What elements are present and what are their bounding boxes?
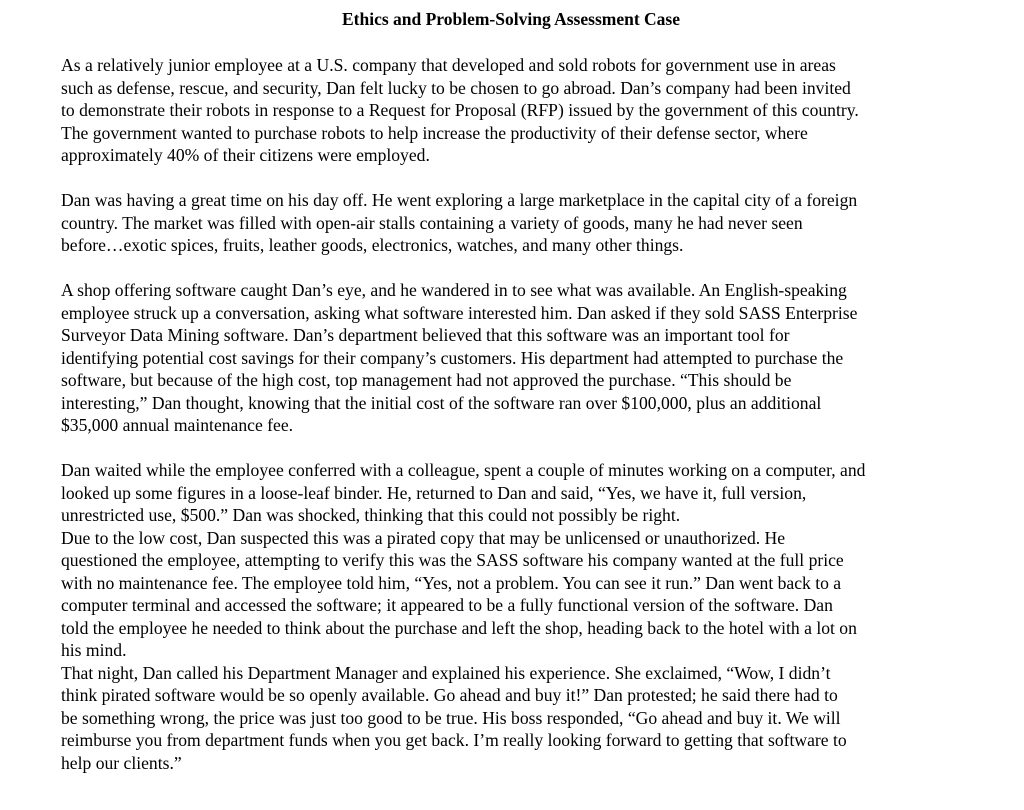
text-line: approximately 40% of their citizens were employed.: [61, 145, 430, 165]
text-line: Dan was having a great time on his day off. He went exploring a large marketplace in the capital city of a foreign: [61, 190, 858, 210]
text-line: his mind.: [61, 640, 127, 660]
text-line: identifying potential cost savings for their company’s customers. His department had attempted to purchase the: [61, 347, 844, 368]
text-line: Surveyor Data Mining software. Dan’s department believed that this software was an important tool for: [61, 325, 790, 345]
text-line: $35,000 annual maintenance fee.: [61, 415, 294, 435]
text-line: be something wrong, the price was just too good to be true. His boss responded, “Go ahead and buy it. We will: [61, 707, 841, 728]
text-line: A shop offering software caught Dan’s eye, and he wandered in to see what was available. An English-speaking: [61, 280, 847, 300]
text-line: with no maintenance fee. The employee told him, “Yes, not a problem. You can see it run.” Dan went back to a: [61, 572, 842, 593]
text-line: before…exotic spices, fruits, leather goods, electronics, watches, and many other things.: [61, 235, 684, 255]
text-line: That night, Dan called his Department Manager and explained his experience. She exclaimed, “Wow, I didn’t: [61, 662, 831, 683]
text-line: computer terminal and accessed the software; it appeared to be a fully functional version of the software. Dan: [61, 595, 833, 615]
text-line: looked up some figures in a loose-leaf binder. He, returned to Dan and said, “Yes, we have it, full version,: [61, 482, 807, 503]
text-line: As a relatively junior employee at a U.S. company that developed and sold robots for government use in areas: [61, 55, 836, 75]
paragraph-software-shop: [61, 279, 961, 437]
text-line: Dan waited while the employee conferred with a colleague, spent a couple of minutes working on a computer, and: [61, 460, 866, 480]
text-line: The government wanted to purchase robots to help increase the productivity of their defense sector, where: [61, 122, 808, 143]
text-line: country. The market was filled with open-air stalls containing a variety of goods, many he had never seen: [61, 212, 803, 233]
paragraph-intro: [61, 54, 961, 167]
document-title: Ethics and Problem-Solving Assessment Case: [341, 9, 681, 29]
text-line: questioned the employee, attempting to verify this was the SASS software his company wanted at the full price: [61, 550, 844, 570]
paragraph-marketplace: [61, 189, 961, 257]
text-line: such as defense, rescue, and security, Dan felt lucky to be chosen to go abroad. Dan’s company had been invited: [61, 77, 851, 98]
paragraph-purchase-decision: [61, 459, 961, 774]
text-line: help our clients.”: [61, 752, 182, 773]
text-line: told the employee he needed to think about the purchase and left the shop, heading back to the hotel with a lot on: [61, 617, 857, 638]
text-line: software, but because of the high cost, top management had not approved the purchase. “This should be: [61, 370, 792, 390]
text-line: think pirated software would be so openly available. Go ahead and buy it!” Dan protested; he said there had to: [61, 685, 838, 705]
text-line: interesting,” Dan thought, knowing that the initial cost of the software ran over $100,000, plus an additional: [61, 392, 822, 413]
text-line: unrestricted use, $500.” Dan was shocked, thinking that this could not possibly be right.: [61, 505, 681, 525]
text-line: to demonstrate their robots in response to a Request for Proposal (RFP) issued by the government of this country.: [61, 100, 859, 120]
text-line: employee struck up a conversation, asking what software interested him. Dan asked if they sold SASS Enterprise: [61, 302, 858, 323]
text-line: Due to the low cost, Dan suspected this was a pirated copy that may be unlicensed or unauthorized. He: [61, 527, 786, 548]
text-line: reimburse you from department funds when you get back. I’m really looking forward to getting that software to: [61, 730, 847, 750]
